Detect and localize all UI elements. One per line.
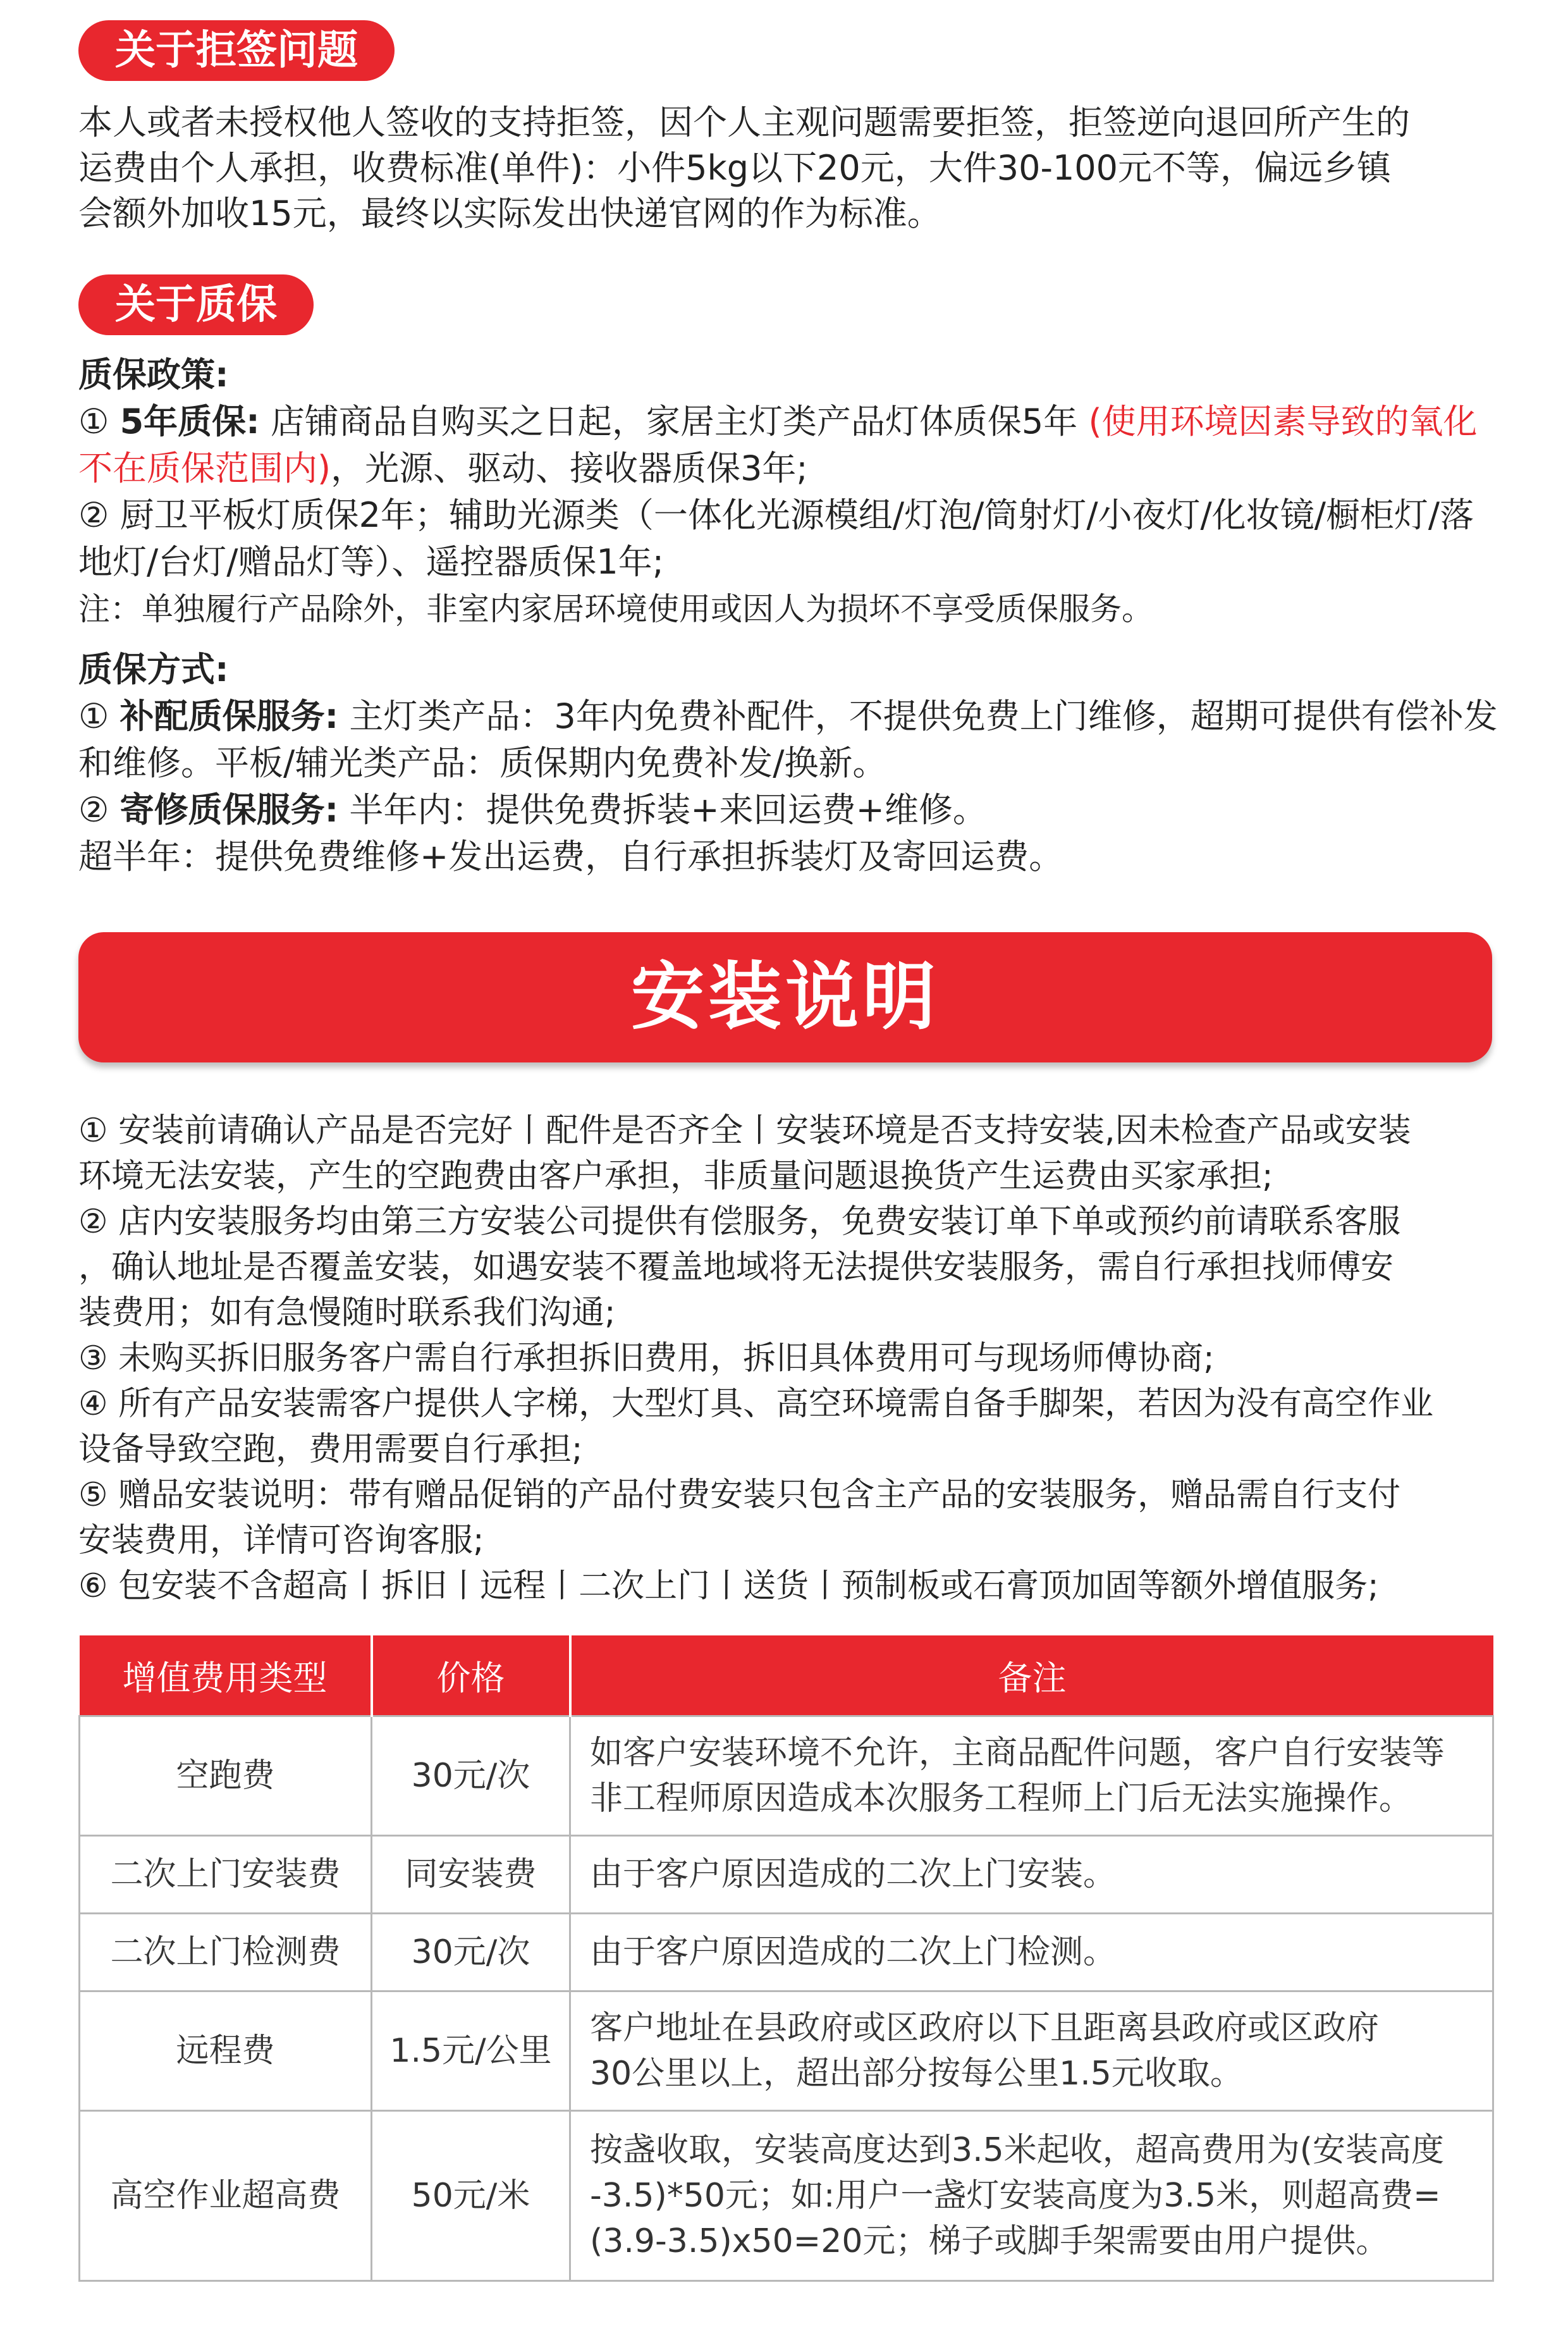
warranty-note: 注：单独履行产品除外，非室内家居环境使用或因人为损坏不享受质保服务。 — [78, 591, 1153, 627]
item-number: ① — [78, 402, 109, 441]
note-line: 按盏收取，安装高度达到3.5米起收，超高费用为(安装高度 — [590, 2131, 1444, 2169]
fee-type-cell: 空跑费 — [80, 1716, 372, 1836]
warranty-exclusion-note: 不在质保范围内) — [78, 448, 331, 488]
note-line: 如客户安装环境不允许，主商品配件问题，客户自行安装等 — [590, 1734, 1445, 1772]
warranty-section-title: 关于质保 — [78, 274, 314, 335]
note-line: 非工程师原因造成本次服务工程师上门后无法实施操作。 — [590, 1780, 1412, 1818]
column-header: 增值费用类型 — [80, 1635, 372, 1716]
warranty-policy-text: ，光源、驱动、接收器质保3年; — [331, 448, 808, 488]
warranty-method-line — [78, 787, 1533, 834]
install-line: ⑤ 赠品安装说明：带有赠品促销的产品付费安装只包含主产品的安装服务，赠品需自行支付 — [78, 1476, 1401, 1514]
fee-price-cell: 50元/米 — [372, 2111, 570, 2281]
install-instructions-list — [78, 1108, 1533, 1609]
warranty-policy-line — [78, 445, 1533, 492]
table-header-row — [80, 1635, 1493, 1716]
warranty-policy-text: 店铺商品自购买之日起，家居主灯类产品灯体质保5年 — [270, 402, 1078, 441]
warranty-policy-line: 地灯/台灯/赠品灯等）、遥控器质保1年; — [78, 542, 664, 582]
fee-price-cell: 30元/次 — [372, 1914, 570, 1991]
warranty-method-line: 和维修。平板/辅光类产品：质保期内免费补发/换新。 — [78, 743, 887, 783]
refusal-paragraph — [78, 100, 1533, 237]
install-instructions-banner: 安装说明 — [78, 932, 1492, 1062]
fee-note-cell — [570, 2111, 1493, 2281]
value-added-fee-table — [78, 1635, 1494, 2282]
install-line: 环境无法安装，产生的空跑费由客户承担，非质量问题退换货产生运费由买家承担; — [78, 1157, 1273, 1195]
warranty-policy-heading: 质保政策: — [78, 355, 229, 395]
table-row — [80, 2111, 1493, 2281]
warranty-method-text: 主灯类产品：3年内免费补配件，不提供免费上门维修，超期可提供有偿补发 — [349, 696, 1498, 736]
note-line: (3.9-3.5)x50=20元；梯子或脚手架需要由用户提供。 — [590, 2222, 1389, 2260]
note-line: 由于客户原因造成的二次上门检测。 — [590, 1933, 1117, 1971]
item-number: ② — [78, 790, 109, 830]
table-row — [80, 1716, 1493, 1836]
fee-note-cell — [570, 1914, 1493, 1991]
column-header: 备注 — [570, 1635, 1493, 1716]
warranty-policy-line: ② 厨卫平板灯质保2年；辅助光源类（一体化光源模组/灯泡/筒射灯/小夜灯/化妆镜/橱柜灯/落 — [78, 495, 1474, 535]
install-line: ① 安装前请确认产品是否完好丨配件是否齐全丨安装环境是否支持安装,因未检查产品或安装 — [78, 1112, 1411, 1150]
fee-price-cell: 同安装费 — [372, 1836, 570, 1914]
warranty-method-heading: 质保方式: — [78, 649, 229, 689]
refusal-section-title: 关于拒签问题 — [78, 20, 395, 81]
install-line: ④ 所有产品安装需客户提供人字梯，大型灯具、高空环境需自备手脚架，若因为没有高空作业 — [78, 1385, 1434, 1423]
note-line: -3.5)*50元；如:用户一盏灯安装高度为3.5米，则超高费= — [590, 2177, 1441, 2215]
table-row — [80, 1991, 1493, 2111]
item-number: ① — [78, 696, 109, 736]
note-line: 30公里以上，超出部分按每公里1.5元收取。 — [590, 2055, 1243, 2093]
install-line: ，确认地址是否覆盖安装，如遇安装不覆盖地域将无法提供安装服务，需自行承担找师傅安 — [78, 1248, 1394, 1286]
install-line: ③ 未购买拆旧服务客户需自行承担拆旧费用，拆旧具体费用可与现场师傅协商; — [78, 1339, 1215, 1377]
warranty-policy-line — [78, 398, 1533, 445]
fee-note-cell — [570, 1991, 1493, 2111]
warranty-method-line — [78, 693, 1533, 740]
fee-type-cell: 高空作业超高费 — [80, 2111, 372, 2281]
install-line: 安装费用，详情可咨询客服; — [78, 1522, 484, 1560]
install-line: 装费用；如有急慢随时联系我们沟通; — [78, 1294, 616, 1332]
install-line: ② 店内安装服务均由第三方安装公司提供有偿服务，免费安装订单下单或预约前请联系客服 — [78, 1203, 1401, 1241]
fee-price-cell: 30元/次 — [372, 1716, 570, 1836]
refusal-line: 本人或者未授权他人签收的支持拒签，因个人主观问题需要拒签，拒签逆向退回所产生的 — [78, 102, 1410, 142]
note-line: 客户地址在县政府或区政府以下且距离县政府或区政府 — [590, 2009, 1380, 2047]
fee-price-cell: 1.5元/公里 — [372, 1991, 570, 2111]
refusal-line: 运费由个人承担，收费标准(单件)：小件5kg以下20元，大件30-100元不等，偏远乡镇 — [78, 148, 1392, 188]
repair-warranty-label: 寄修质保服务: — [119, 790, 339, 830]
fee-type-cell: 远程费 — [80, 1991, 372, 2111]
five-year-warranty-label: 5年质保: — [119, 402, 260, 441]
warranty-exclusion-note: (使用环境因素导致的氧化 — [1088, 402, 1478, 441]
install-line: 设备导致空跑，费用需要自行承担; — [78, 1431, 583, 1468]
table-row — [80, 1914, 1493, 1991]
warranty-method-text: 半年内：提供免费拆装+来回运费+维修。 — [349, 790, 987, 830]
parts-warranty-label: 补配质保服务: — [119, 696, 339, 736]
fee-note-cell — [570, 1836, 1493, 1914]
fee-note-cell — [570, 1716, 1493, 1836]
table-row — [80, 1836, 1493, 1914]
warranty-method-line: 超半年：提供免费维修+发出运费，自行承担拆装灯及寄回运费。 — [78, 837, 1063, 877]
fee-type-cell: 二次上门安装费 — [80, 1836, 372, 1914]
warranty-paragraph — [78, 352, 1533, 880]
column-header: 价格 — [372, 1635, 570, 1716]
fee-type-cell: 二次上门检测费 — [80, 1914, 372, 1991]
note-line: 由于客户原因造成的二次上门安装。 — [590, 1856, 1117, 1893]
refusal-line: 会额外加收15元，最终以实际发出快递官网的作为标准。 — [78, 194, 941, 233]
install-line: ⑥ 包安装不含超高丨拆旧丨远程丨二次上门丨送货丨预制板或石膏顶加固等额外增值服务; — [78, 1567, 1379, 1605]
